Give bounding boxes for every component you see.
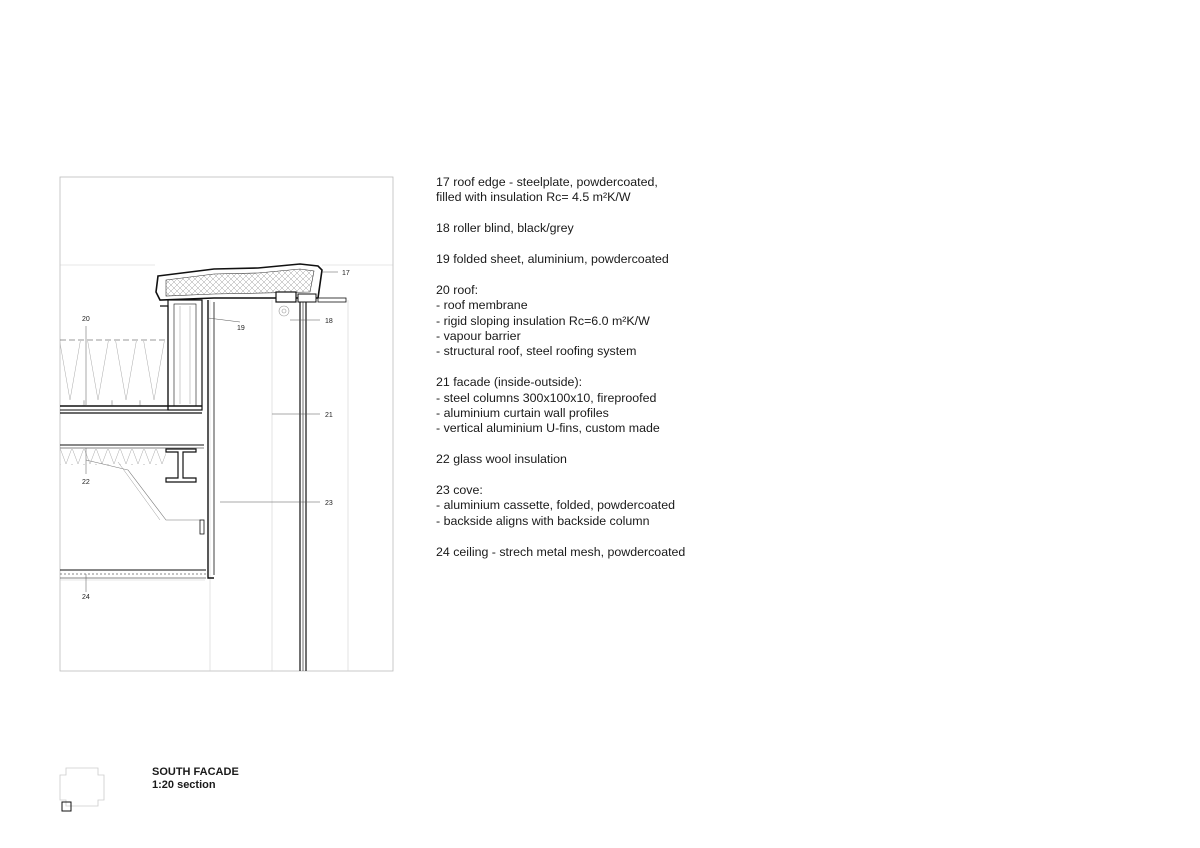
note-22: [436, 452, 856, 467]
note-line: 22 glass wool insulation: [436, 452, 567, 467]
key-plan-icon: [60, 768, 104, 811]
label-17: 17: [342, 270, 350, 277]
roof-edge: [156, 264, 322, 300]
note-line: filled with insulation Rc= 4.5 m²K/W: [436, 190, 631, 205]
note-line: 21 facade (inside-outside):: [436, 375, 583, 390]
drawing-title: SOUTH FACADE: [152, 766, 239, 778]
note-17: [436, 175, 856, 206]
note-line: - vapour barrier: [436, 329, 521, 344]
note-line: 24 ceiling - strech metal mesh, powdercoated: [436, 544, 686, 559]
note-23: [436, 483, 856, 529]
note-line: - rigid sloping insulation Rc=6.0 m²K/W: [436, 313, 650, 328]
structure: [60, 445, 204, 534]
note-19: [436, 252, 856, 267]
label-23: 23: [325, 500, 333, 507]
label-18: 18: [325, 318, 333, 325]
label-21: 21: [325, 412, 333, 419]
label-19: 19: [237, 325, 245, 332]
note-line: - aluminium curtain wall profiles: [436, 406, 609, 421]
note-18: [436, 221, 856, 236]
legend-notes: [436, 175, 856, 575]
label-24: 24: [82, 594, 90, 601]
label-20: 20: [82, 316, 90, 323]
curtain-wall: [300, 302, 306, 671]
note-21: [436, 375, 856, 437]
note-20: [436, 283, 856, 360]
note-24: [436, 545, 856, 560]
label-22: 22: [82, 479, 90, 486]
title-block: [152, 766, 239, 792]
roller-blind: [276, 292, 346, 316]
note-line: - steel columns 300x100x10, fireproofed: [436, 390, 657, 405]
drawing-scale: 1:20 section: [152, 779, 216, 791]
note-line: 23 cove:: [436, 483, 483, 498]
note-line: 18 roller blind, black/grey: [436, 221, 574, 236]
note-line: - roof membrane: [436, 298, 528, 313]
ceiling: [60, 570, 206, 578]
note-line: - vertical aluminium U-fins, custom made: [436, 421, 660, 436]
note-line: 19 folded sheet, aluminium, powdercoated: [436, 252, 669, 266]
note-line: - aluminium cassette, folded, powdercoated: [436, 498, 675, 513]
reference-lines: [60, 265, 393, 671]
drawing-frame: [60, 177, 393, 671]
note-line: 17 roof edge - steelplate, powdercoated,: [436, 175, 658, 189]
note-line: - backside aligns with backside column: [436, 513, 650, 528]
note-line: 20 roof:: [436, 282, 479, 297]
note-line: - structural roof, steel roofing system: [436, 344, 637, 359]
parapet: [160, 300, 214, 578]
